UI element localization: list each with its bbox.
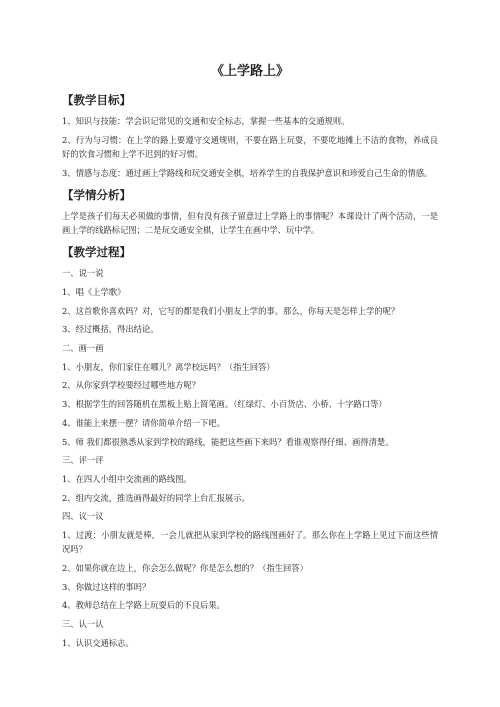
process-subheading: 一、说一说: [62, 268, 104, 279]
analysis-paragraph: 上学是孩子们每天必须做的事情，但有没有孩子留意过上学路上的事情呢？本课设计了两个活动，一是画上学的线路标记图；二是玩交通安全棋，让学生在画中学、玩中学。: [62, 210, 438, 236]
section-heading-analysis: 【学情分析】: [62, 187, 131, 202]
process-step: 2、这首歌你喜欢吗？对，它写的都是我们小朋友上学的事。那么，你每天是怎样上学的呢？: [62, 305, 400, 316]
objective-item: 1、知识与技能：学会识记常见的交通和安全标志，掌握一些基本的交通规则。: [62, 116, 350, 126]
process-step: 1、唱《上学歌》: [62, 286, 126, 297]
section-heading-process: 【教学过程】: [62, 245, 131, 260]
process-step: 3、你做过这样的事吗？: [62, 581, 151, 592]
process-subheading: 三、评一评: [62, 455, 104, 466]
process-step: 1、小朋友，你们家住在哪儿？离学校远吗？（指生回答）: [62, 361, 275, 372]
section-heading-objectives: 【教学目标】: [62, 93, 131, 107]
process-step: 1、认识交通标志。: [62, 637, 134, 648]
process-subheading: 四、议一议: [62, 511, 104, 522]
process-step: 1、过渡：小朋友就是棒，一会儿就把从家到学校的路线图画好了。那么你在上学路上见过下面这些情况吗？: [62, 530, 438, 555]
process-step: 3、根据学生的回答随机在黑板上贴上简笔画。（红绿灯、小百货店、小桥、十字路口等）: [62, 399, 387, 410]
process-step: 2、组内交流，推选画得最好的同学上台汇报展示。: [62, 492, 250, 503]
process-step: 2、如果你就在边上，你会怎么做呢？你是怎么想的？（指生回答）: [62, 562, 308, 573]
process-subheading: 二、画一画: [62, 343, 104, 354]
process-step: 5、师 我们都很熟悉从家到学校的路线，能把这些画下来吗？看谁观察得仔细、画得清楚。: [62, 436, 394, 447]
process-step: 3、经过概括，得出结论。: [62, 324, 159, 335]
objective-item: 2、行为与习惯：在上学的路上要遵守交通规则，不要在路上玩耍，不要吃地摊上不洁的食物，养成良好的饮食习惯和上学不迟到的好习惯。: [62, 134, 438, 159]
process-step: 2、从你家到学校要经过哪些地方呢？: [62, 380, 201, 391]
process-subheading: 三、认一认: [62, 619, 104, 630]
process-step: 1、在四人小组中交流画的路线图。: [62, 473, 192, 484]
document-title: 《上学路上》: [210, 64, 289, 79]
objective-item: 3、情感与态度：通过画上学路线和玩交通安全棋，培养学生的自我保护意识和珍爱自己生命的情感。: [62, 167, 433, 178]
process-step: 4、教师总结在上学路上玩耍后的不良后果。: [62, 600, 225, 611]
process-step: 4、谁能上来摆一摆？请你简单介绍一下吧。: [62, 417, 225, 428]
